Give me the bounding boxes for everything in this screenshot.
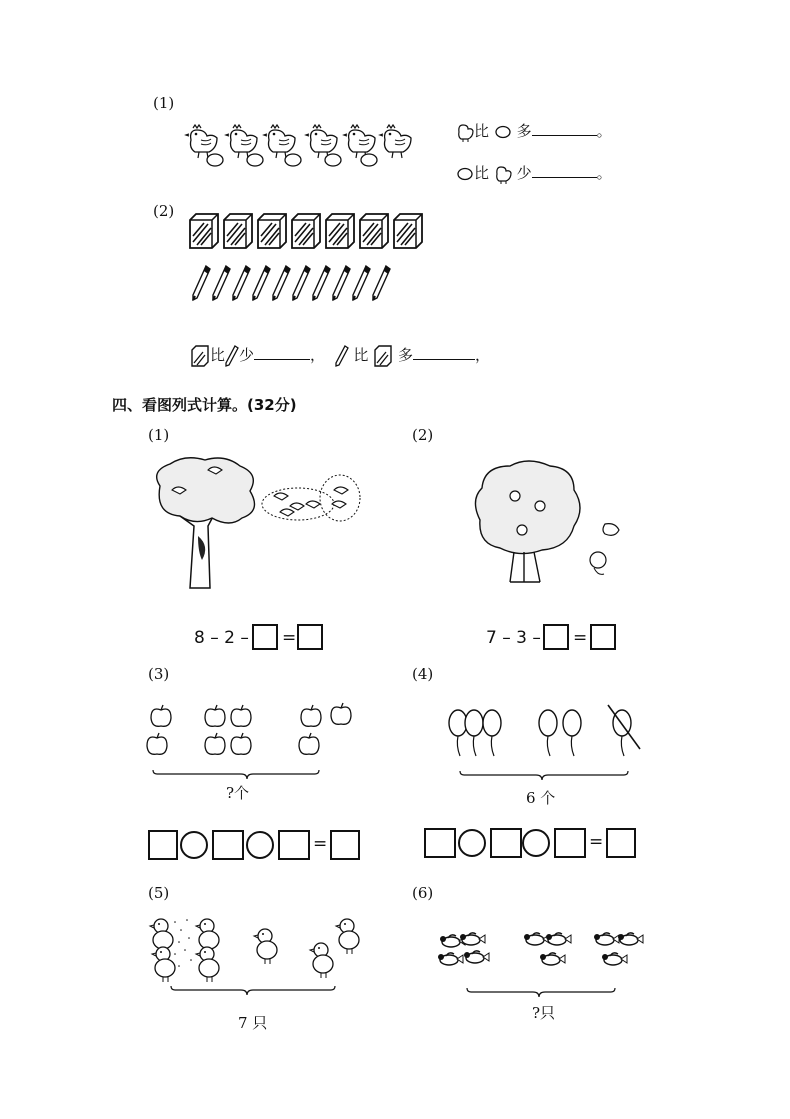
tree-birds-picture	[150, 456, 365, 591]
number-box[interactable]	[490, 828, 522, 858]
comma: ，	[310, 346, 326, 364]
answer-blank[interactable]	[532, 163, 597, 178]
operator-circle[interactable]	[246, 831, 274, 859]
operator-circle[interactable]	[522, 829, 550, 857]
q1-line1	[456, 120, 612, 142]
hens-and-eggs-picture	[185, 118, 415, 173]
num-b: 3	[516, 628, 527, 648]
answer-box[interactable]	[543, 624, 569, 650]
answer-blank[interactable]	[413, 345, 475, 360]
answer-blank[interactable]	[532, 121, 597, 136]
bi-text: 比	[474, 122, 490, 140]
answer-blank[interactable]	[254, 345, 310, 360]
minus-sign: –	[502, 628, 511, 648]
erasers-picture	[188, 212, 428, 254]
more-text: 多	[397, 346, 413, 364]
egg-icon	[494, 125, 512, 139]
number-box[interactable]	[424, 828, 456, 858]
period: 。	[596, 122, 612, 140]
bi-text: 比	[210, 346, 226, 364]
num-b: 2	[224, 628, 235, 648]
p3-brace-label: ?个	[226, 784, 250, 802]
hen-icon	[494, 164, 512, 184]
more-text: 多	[516, 122, 532, 140]
num-a: 8	[194, 628, 205, 648]
p4-brace-label: 6 个	[526, 789, 556, 807]
bi-text: 比	[353, 346, 369, 364]
egg-icon	[456, 167, 474, 181]
p3-label: (3)	[148, 665, 170, 683]
eraser-icon	[190, 345, 210, 367]
apple-tree-picture	[470, 460, 640, 585]
q2-label: (2)	[153, 202, 175, 220]
p6-brace-label: ?只	[532, 1004, 556, 1022]
pencils-picture	[192, 266, 392, 306]
section-title: 四、看图列式计算。(32分)	[112, 396, 297, 414]
p2-equation	[486, 628, 541, 648]
balloons-picture	[438, 705, 648, 790]
p4-label: (4)	[412, 665, 434, 683]
p2-label: (2)	[412, 426, 434, 444]
less-text: 少	[516, 164, 532, 182]
hen-icon	[456, 122, 474, 142]
answer-box[interactable]	[590, 624, 616, 650]
number-box[interactable]	[278, 830, 310, 860]
q2-sentence	[190, 344, 490, 367]
number-box[interactable]	[554, 828, 586, 858]
operator-circle[interactable]	[180, 831, 208, 859]
comma: ，	[474, 346, 490, 364]
equals-sign: =	[589, 832, 604, 852]
pencil-icon	[225, 345, 239, 367]
less-text: 少	[239, 346, 255, 364]
period: 。	[596, 164, 612, 182]
equals-sign: =	[573, 628, 588, 648]
number-box[interactable]	[148, 830, 178, 860]
p6-label: (6)	[412, 884, 434, 902]
p5-brace-label: 7 只	[238, 1014, 268, 1032]
pencil-icon	[335, 345, 349, 367]
answer-box[interactable]	[252, 624, 278, 650]
minus-sign: –	[532, 628, 541, 648]
apples-picture	[145, 698, 365, 793]
q1-line2	[456, 162, 612, 184]
p1-label: (1)	[148, 426, 170, 444]
answer-box[interactable]	[606, 828, 636, 858]
p1-equation	[194, 628, 249, 648]
eraser-icon	[373, 345, 393, 367]
num-a: 7	[486, 628, 497, 648]
answer-box[interactable]	[297, 624, 323, 650]
minus-sign: –	[240, 628, 249, 648]
answer-box[interactable]	[330, 830, 360, 860]
operator-circle[interactable]	[458, 829, 486, 857]
q1-label: (1)	[153, 94, 175, 112]
bi-text: 比	[474, 164, 490, 182]
equals-sign: =	[313, 834, 328, 854]
number-box[interactable]	[212, 830, 244, 860]
birds-picture	[435, 928, 660, 998]
p5-label: (5)	[148, 884, 170, 902]
minus-sign: –	[210, 628, 219, 648]
equals-sign: =	[282, 628, 297, 648]
chicks-picture	[145, 910, 370, 1002]
